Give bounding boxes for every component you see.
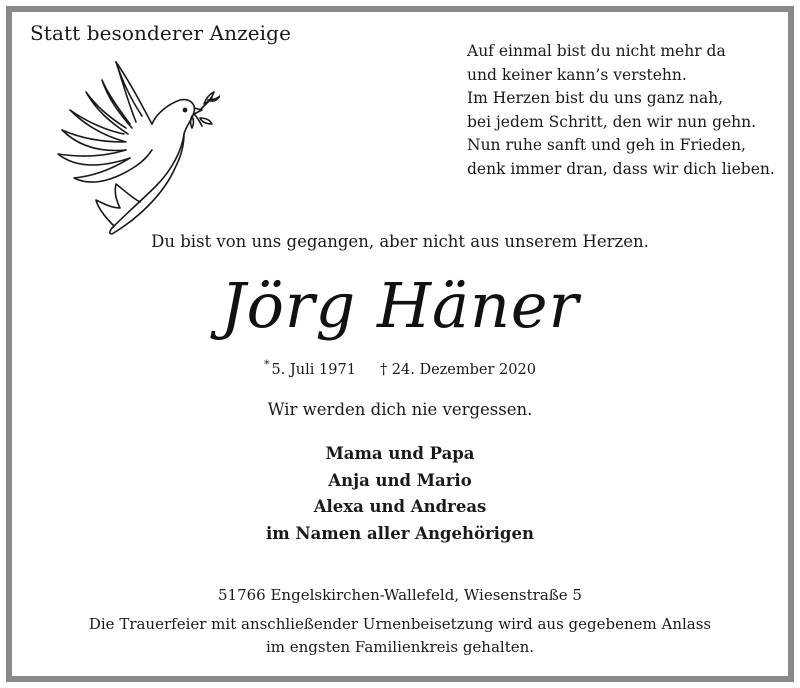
- intro-text: Du bist von uns gegangen, aber nicht aus unserem Herzen.: [151, 232, 649, 251]
- death-symbol: †: [379, 361, 388, 378]
- remember-line: Wir werden dich nie vergessen.: [267, 400, 533, 419]
- poem-line: denk immer dran, dass wir dich lieben.: [467, 159, 775, 178]
- birth-date: 5. Juli 1971: [271, 361, 356, 378]
- funeral-notice: [0, 613, 800, 659]
- poem-line: Auf einmal bist du nicht mehr da: [467, 42, 726, 60]
- notice-line: Die Trauerfeier mit anschließender Urnenbeisetzung wird aus gegebenem Anlass: [88, 615, 712, 633]
- poem-line: Im Herzen bist du uns ganz nah,: [467, 89, 724, 107]
- notice-line: im engsten Familienkreis gehalten.: [265, 638, 535, 656]
- life-dates: [0, 358, 800, 378]
- poem-line: Nun ruhe sanft und geh in Frieden,: [467, 136, 746, 154]
- birth-symbol: *: [264, 358, 270, 371]
- mourner: Mama und Papa: [325, 444, 475, 463]
- dove-icon: [44, 58, 220, 242]
- poem-line: und keiner kann’s verstehn.: [467, 65, 687, 84]
- mourner: im Namen aller Angehörigen: [266, 523, 534, 543]
- mourners-list: [0, 441, 800, 547]
- poem-line: bei jedem Schritt, den wir nun gehn.: [467, 112, 757, 131]
- address: 51766 Engelskirchen-Wallefeld, Wiesenstraße 5: [218, 586, 582, 604]
- mourner: Anja und Mario: [328, 470, 472, 490]
- death-date: 24. Dezember 2020: [391, 361, 536, 378]
- headline: Statt besonderer Anzeige: [30, 21, 292, 45]
- poem: [467, 40, 775, 181]
- deceased-name: Jörg Häner: [220, 269, 580, 342]
- mourner: Alexa und Andreas: [313, 497, 487, 516]
